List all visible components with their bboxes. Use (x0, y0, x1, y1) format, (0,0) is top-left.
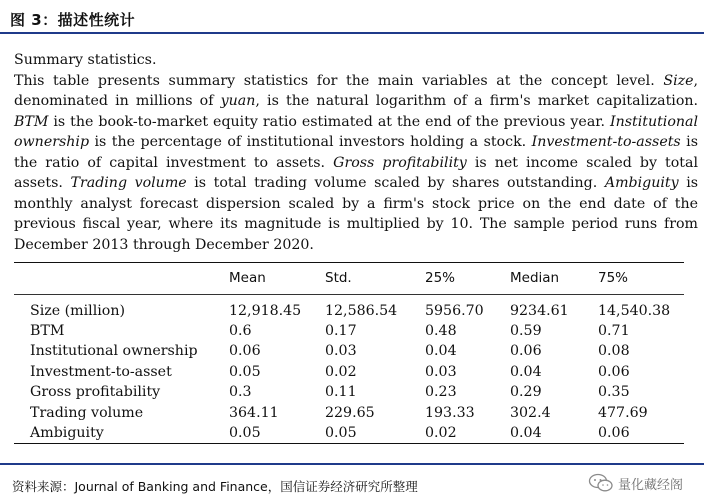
caption-text: is total trading volume scaled by shares outstanding. (186, 175, 605, 191)
caption-term: Size (663, 72, 694, 89)
caption-term: Ambiguity (604, 175, 679, 191)
caption-term: Investment-to-assets (531, 134, 681, 150)
cell-mean: 0.05 (229, 425, 261, 441)
cell-label: Trading volume (30, 405, 144, 421)
figure-title: 图 3：描述性统计 (10, 11, 136, 29)
cell-std: 0.03 (325, 343, 357, 359)
caption-term: Trading volume (70, 175, 187, 191)
caption-text: is the ratio of capital investment to assets. (14, 134, 699, 171)
cell-mean: 0.05 (229, 364, 261, 380)
caption-text: is the percentage of institutional investors holding a stock. (89, 134, 532, 150)
watermark (588, 472, 683, 494)
caption-term: yuan (220, 93, 256, 109)
cell-label: Investment-to-asset (30, 364, 172, 380)
caption-body (14, 71, 698, 256)
header-cell-std: Std. (325, 270, 352, 286)
cell-p75: 0.71 (598, 323, 630, 339)
header-cell-median: Median (510, 270, 560, 286)
table-row (0, 423, 719, 443)
cell-mean: 0.06 (229, 343, 261, 359)
cell-p25: 0.03 (425, 364, 457, 380)
cell-p25: 0.23 (425, 384, 457, 400)
cell-median: 302.4 (510, 405, 551, 421)
cell-median: 0.59 (510, 323, 542, 339)
table-row (0, 382, 719, 402)
cell-median: 0.29 (510, 384, 542, 400)
cell-median: 9234.61 (510, 303, 569, 319)
cell-std: 229.65 (325, 405, 375, 421)
table-bottom-rule (14, 443, 684, 444)
table-row (0, 362, 719, 382)
cell-mean: 364.11 (229, 405, 279, 421)
header-cell-p75: 75% (598, 270, 629, 286)
cell-p25: 5956.70 (425, 303, 484, 319)
cell-mean: 12,918.45 (229, 303, 302, 319)
caption-text: This table presents summary statistics for the main variables at the concept level. (14, 72, 664, 89)
caption-text: is the book-to-market equity ratio estimated at the end of the previous year. (48, 113, 610, 130)
table-row (0, 301, 719, 321)
cell-label: Gross profitability (30, 384, 161, 400)
cell-label: Ambiguity (30, 425, 104, 441)
cell-label: Institutional ownership (30, 343, 198, 359)
caption-heading: Summary statistics. (14, 52, 157, 68)
cell-std: 0.17 (325, 323, 357, 339)
table-row (0, 341, 719, 361)
cell-median: 0.04 (510, 364, 542, 380)
cell-p75: 0.08 (598, 343, 630, 359)
cell-std: 12,586.54 (325, 303, 398, 319)
caption-text: is net income scaled by total assets. (14, 154, 698, 191)
caption-term: Institutional ownership (14, 113, 698, 150)
cell-std: 0.11 (325, 384, 357, 400)
cell-p25: 0.02 (425, 425, 457, 441)
cell-p75: 14,540.38 (598, 303, 671, 319)
cell-std: 0.05 (325, 425, 357, 441)
header-cell-p25: 25% (425, 270, 456, 286)
cell-p25: 193.33 (425, 405, 475, 421)
wechat-icon (588, 473, 614, 493)
bottom-rule (0, 463, 704, 465)
cell-median: 0.06 (510, 343, 542, 359)
source-note: 资料来源：Journal of Banking and Finance，国信证券经济研究所整理 (12, 479, 418, 494)
cell-p75: 0.06 (598, 425, 630, 441)
cell-median: 0.04 (510, 425, 542, 441)
cell-p75: 0.06 (598, 364, 630, 380)
caption-term: Gross profitability (333, 154, 467, 171)
cell-std: 0.02 (325, 364, 357, 380)
caption-term: BTM (14, 113, 49, 130)
caption-text: is monthly analyst forecast dispersion scaled by a firm's stock price on the end date of the previous fiscal year, where its magnitude is multiplied by 10. The sample period runs from December 2013 through December 2020. (14, 175, 699, 253)
cell-p25: 0.48 (425, 323, 457, 339)
cell-mean: 0.6 (229, 323, 252, 339)
cell-label: BTM (30, 323, 65, 339)
table-caption (14, 50, 698, 255)
cell-mean: 0.3 (229, 384, 252, 400)
cell-p75: 477.69 (598, 405, 648, 421)
caption-text: , denominated in millions of (14, 72, 698, 109)
table-header-rule (14, 294, 684, 295)
cell-p75: 0.35 (598, 384, 630, 400)
header-cell-mean: Mean (229, 270, 266, 286)
watermark-text: 量化藏经阁 (618, 477, 684, 493)
cell-label: Size (million) (30, 303, 125, 319)
table-header-row (0, 268, 719, 288)
cell-p25: 0.04 (425, 343, 457, 359)
top-rule (0, 32, 704, 34)
table-row (0, 321, 719, 341)
table-top-rule (14, 262, 684, 263)
caption-text: , is the natural logarithm of a firm's market capitalization. (255, 93, 699, 109)
table-row (0, 403, 719, 423)
